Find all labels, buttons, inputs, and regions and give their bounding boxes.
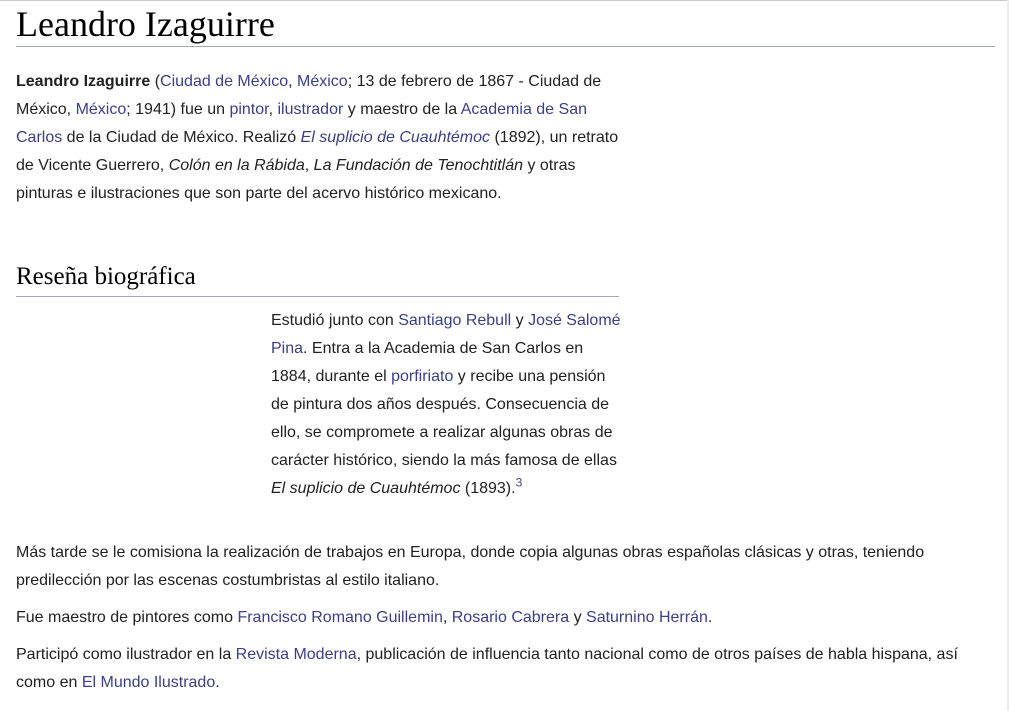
bio-paragraph-3: Fue maestro de pintores como Francisco Romano Guillemin, Rosario Cabrera y Saturnino Herrán. bbox=[16, 609, 713, 626]
link-el-mundo-ilustrado[interactable]: El Mundo Ilustrado bbox=[81, 674, 216, 691]
link-ilustrador[interactable]: ilustrador bbox=[277, 101, 344, 118]
link-pintor[interactable]: pintor bbox=[229, 101, 269, 118]
link-academia-san-carlos[interactable]: Academia de San Carlos bbox=[16, 101, 587, 146]
work-colon-rabida: Colón en la Rábida bbox=[168, 157, 305, 174]
link-santiago-rebull[interactable]: Santiago Rebull bbox=[398, 312, 512, 329]
work-fundacion-tenochtitlan: La Fundación de Tenochtitlán bbox=[313, 157, 524, 174]
link-mexico-birth[interactable]: México bbox=[297, 73, 348, 90]
bio-paragraph-4: Participó como ilustrador en la Revista Moderna, publicación de influencia tanto nacional como de otros países de habla hispana, así como en El Mundo Ilustrado. bbox=[16, 646, 958, 691]
link-jose-salome-pina[interactable]: José Salomé Pina bbox=[271, 312, 621, 357]
section-heading: Reseña biográfica bbox=[16, 262, 619, 297]
bio-paragraph-2: Más tarde se le comisiona la realización de trabajos en Europa, donde copia algunas obras españolas clásicas y otras, teniendo predilección por las escenas costumbristas al estilo italiano. bbox=[16, 544, 925, 589]
link-mexico-death[interactable]: México bbox=[75, 101, 127, 118]
link-el-suplicio[interactable]: El suplicio de Cuauhtémoc bbox=[300, 129, 491, 146]
intro-paragraph: Leandro Izaguirre (Ciudad de México, México; 13 de febrero de 1867 - Ciudad de México, México; 1941) fue un pintor, ilustrador y maestro de la Academia de San Carlos de la Ciudad de México. Realizó El suplicio de Cuauhtémoc (1892), un retrato de Vicente Guerrero, Colón en la Rábida, La Fundación de Tenochtitlán y otras pinturas e ilustraciones que son parte del acervo histórico mexicano. bbox=[16, 73, 619, 202]
link-francisco-romano-guillemin[interactable]: Francisco Romano Guillemin bbox=[237, 609, 443, 626]
reference-3[interactable]: 3 bbox=[515, 475, 523, 490]
page-title: Leandro Izaguirre bbox=[16, 4, 995, 47]
link-saturnino-herran[interactable]: Saturnino Herrán bbox=[586, 609, 708, 626]
link-ciudad-de-mexico[interactable]: Ciudad de México bbox=[160, 73, 289, 90]
top-border bbox=[0, 0, 1009, 1]
link-rosario-cabrera[interactable]: Rosario Cabrera bbox=[451, 609, 570, 626]
link-porfiriato[interactable]: porfiriato bbox=[391, 368, 454, 385]
work-el-suplicio: El suplicio de Cuauhtémoc bbox=[271, 480, 461, 497]
subject-name: Leandro Izaguirre bbox=[16, 73, 151, 90]
link-revista-moderna[interactable]: Revista Moderna bbox=[235, 646, 357, 663]
bio-paragraph-1: Estudió junto con Santiago Rebull y José Salomé Pina. Entra a la Academia de San Carlos en 1884, durante el porfiriato y recibe una pensión de pintura dos años después. Consecuencia de ello, se compromete a realizar algunas obras de carácter histórico, siendo la más famosa de ellas El suplicio de Cuauhtémoc (1893).$^3$ bbox=[271, 312, 621, 497]
